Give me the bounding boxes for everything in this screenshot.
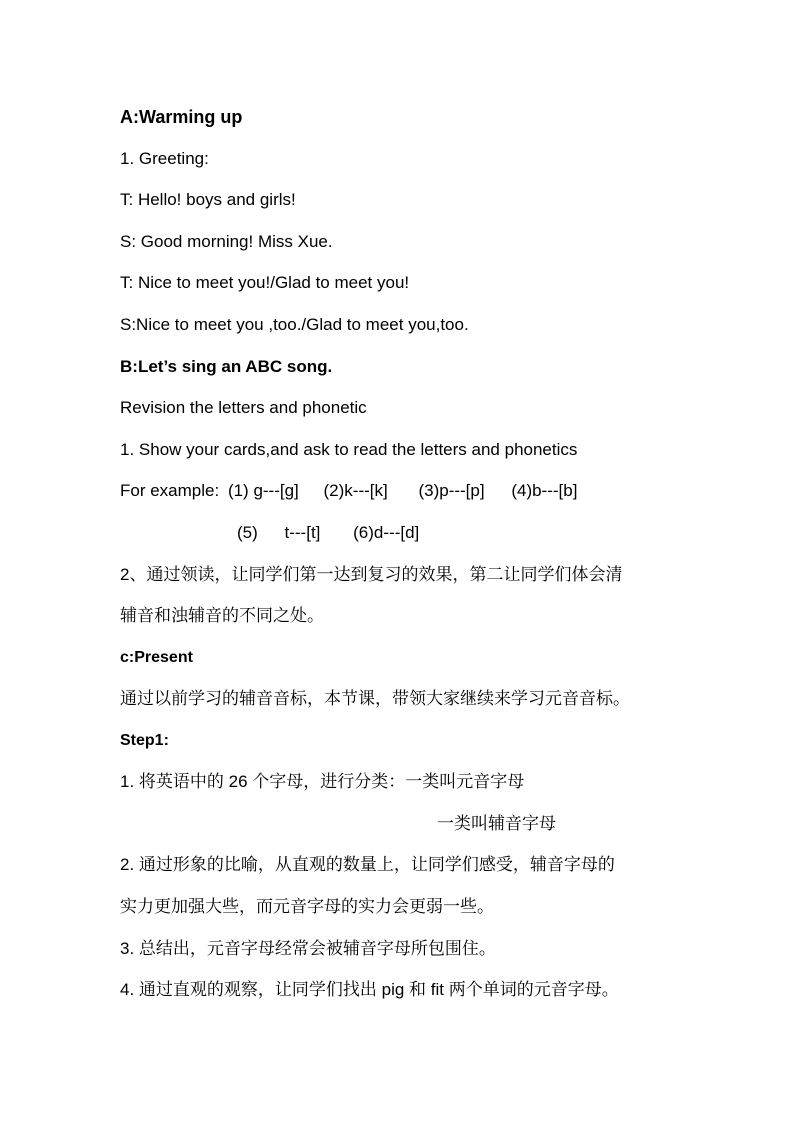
dialogue-line-2: S: Good morning! Miss Xue. <box>120 232 333 251</box>
section-b-item-1: 1. Show your cards,and ask to read the letters and phonetics <box>120 440 578 459</box>
step1-item-1: 1. 将英语中的 26 个字母，进行分类：一类叫元音字母 <box>120 772 525 791</box>
example-item: (2)k---[k] <box>323 481 388 500</box>
greeting-heading: 1. Greeting: <box>120 149 209 168</box>
step1-title: Step1: <box>120 732 169 749</box>
example-row-2 <box>237 522 419 544</box>
example-item: (5) <box>237 523 258 542</box>
dialogue-line-4: S:Nice to meet you ,too./Glad to meet you,too. <box>120 315 469 334</box>
example-item: (6)d---[d] <box>353 523 420 542</box>
section-b-item-2-line-2: 辅音和浊辅音的不同之处。 <box>120 606 324 625</box>
example-row-1 <box>120 480 577 502</box>
dialogue-line-3: T: Nice to meet you!/Glad to meet you! <box>120 273 410 292</box>
section-b-title: B:Let’s sing an ABC song. <box>120 357 333 376</box>
section-c-intro: 通过以前学习的辅音音标，本节课，带领大家继续来学习元音音标。 <box>120 689 630 708</box>
revision-text: Revision the letters and phonetic <box>120 398 367 417</box>
example-item: (3)p---[p] <box>418 481 485 500</box>
step1-item-4: 4. 通过直观的观察，让同学们找出 pig 和 fit 两个单词的元音字母。 <box>120 980 619 999</box>
dialogue-line-1: T: Hello! boys and girls! <box>120 190 296 209</box>
step1-item-2: 2. 通过形象的比喻，从直观的数量上，让同学们感受，辅音字母的 <box>120 855 615 874</box>
example-item: (4)b---[b] <box>511 481 578 500</box>
section-a-title: A:Warming up <box>120 107 243 127</box>
section-b-item-2-line-1: 2、通过领读，让同学们第一达到复习的效果，第二让同学们体会清 <box>120 565 623 584</box>
step1-item-3: 3. 总结出，元音字母经常会被辅音字母所包围住。 <box>120 939 496 958</box>
step1-item-1-continuation: 一类叫辅音字母 <box>437 814 556 833</box>
example-label: For example: <box>120 481 220 500</box>
step1-item-2-continuation: 实力更加强大些，而元音字母的实力会更弱一些。 <box>120 897 494 916</box>
example-item: t---[t] <box>284 523 321 542</box>
example-item: (1) g---[g] <box>227 481 299 500</box>
section-c-title: c:Present <box>120 649 193 666</box>
